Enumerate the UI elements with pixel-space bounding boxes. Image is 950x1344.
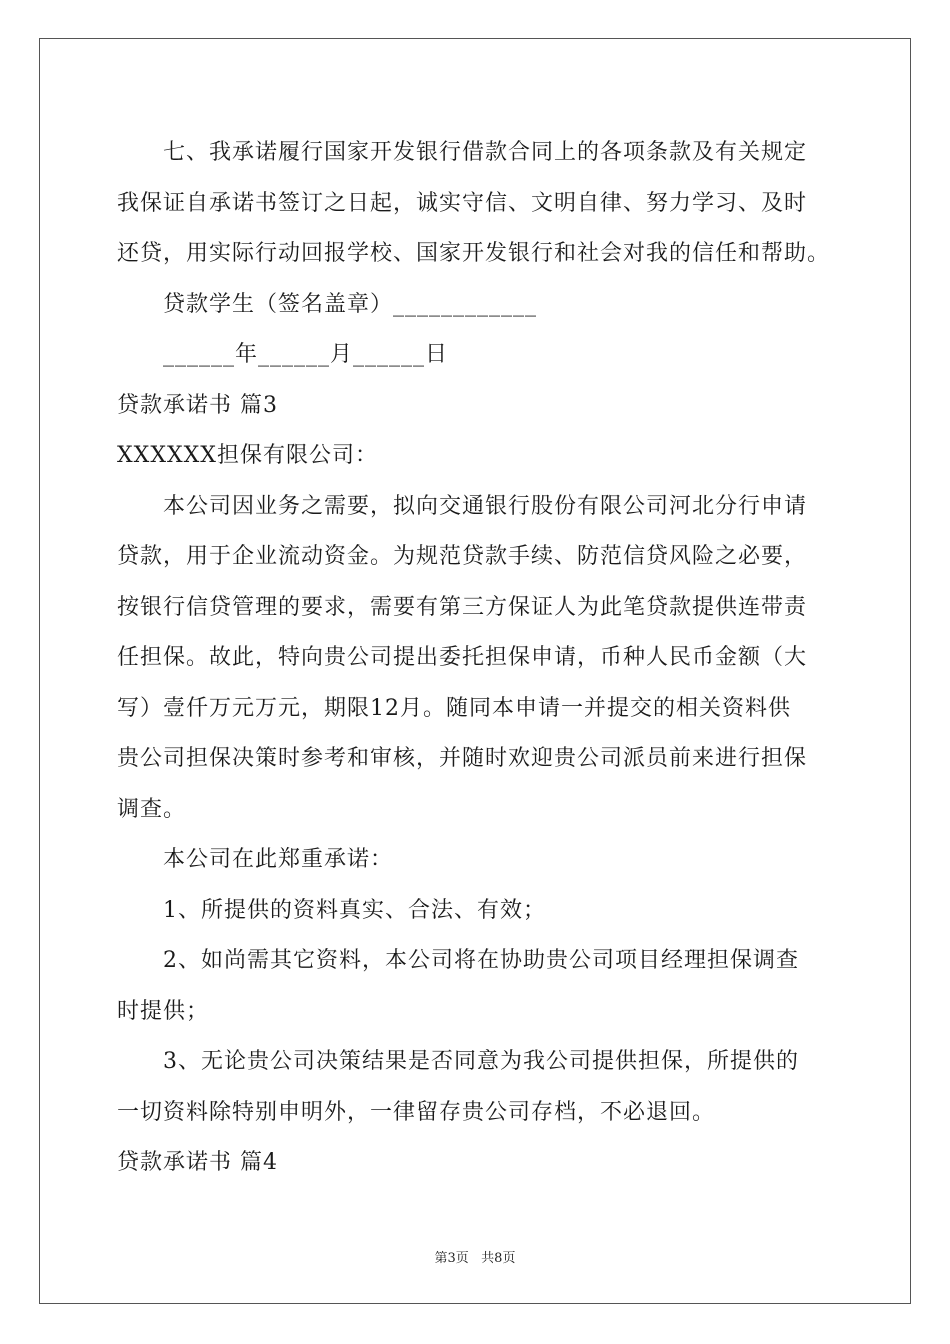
paragraph-line: 任担保。故此，特向贵公司提出委托担保申请，币种人民币金额（大: [117, 645, 808, 670]
list-item: 3、无论贵公司决策结果是否同意为我公司提供担保，所提供的: [163, 1049, 799, 1074]
list-item: 2、如尚需其它资料，本公司将在协助贵公司项目经理担保调查: [163, 948, 799, 973]
page-number: 第3页 共8页: [434, 1251, 516, 1266]
paragraph-line: 调查。: [117, 796, 187, 822]
list-item-continuation: 一切资料除特别申明外，一律留存贵公司存档，不必退回。: [117, 1099, 716, 1125]
list-item-continuation: 时提供；: [117, 998, 210, 1024]
paragraph-line: 本公司在此郑重承诺：: [163, 847, 394, 872]
paragraph-line: 我保证自承诺书签订之日起，诚实守信、文明自律、努力学习、及时: [117, 190, 808, 216]
date-line: ______年______月______日: [163, 342, 449, 367]
list-item: 1、所提供的资料真实、合法、有效；: [163, 897, 546, 923]
page-footer: [0, 1247, 950, 1266]
signature-line: 贷款学生（签名盖章）____________: [163, 291, 538, 317]
document-body: [117, 128, 847, 1189]
paragraph-line: 七、我承诺履行国家开发银行借款合同上的各项条款及有关规定: [163, 140, 808, 165]
paragraph-line: 本公司因业务之需要，拟向交通银行股份有限公司河北分行申请: [163, 493, 808, 519]
paragraph-line: 贵公司担保决策时参考和审核，并随时欢迎贵公司派员前来进行担保: [117, 746, 808, 771]
salutation: XXXXXX担保有限公司：: [117, 443, 378, 468]
paragraph-line: 写）壹仟万元万元，期限12月。随同本申请一并提交的相关资料供: [117, 695, 791, 721]
paragraph-line: 还贷，用实际行动回报学校、国家开发银行和社会对我的信任和帮助。: [117, 241, 831, 266]
section-heading: 贷款承诺书 篇3: [117, 392, 278, 418]
paragraph-line: 按银行信贷管理的要求，需要有第三方保证人为此笔贷款提供连带责: [117, 594, 808, 620]
paragraph-line: 贷款，用于企业流动资金。为规范贷款手续、防范信贷风险之必要，: [117, 544, 808, 569]
section-heading: 贷款承诺书 篇4: [117, 1150, 278, 1175]
